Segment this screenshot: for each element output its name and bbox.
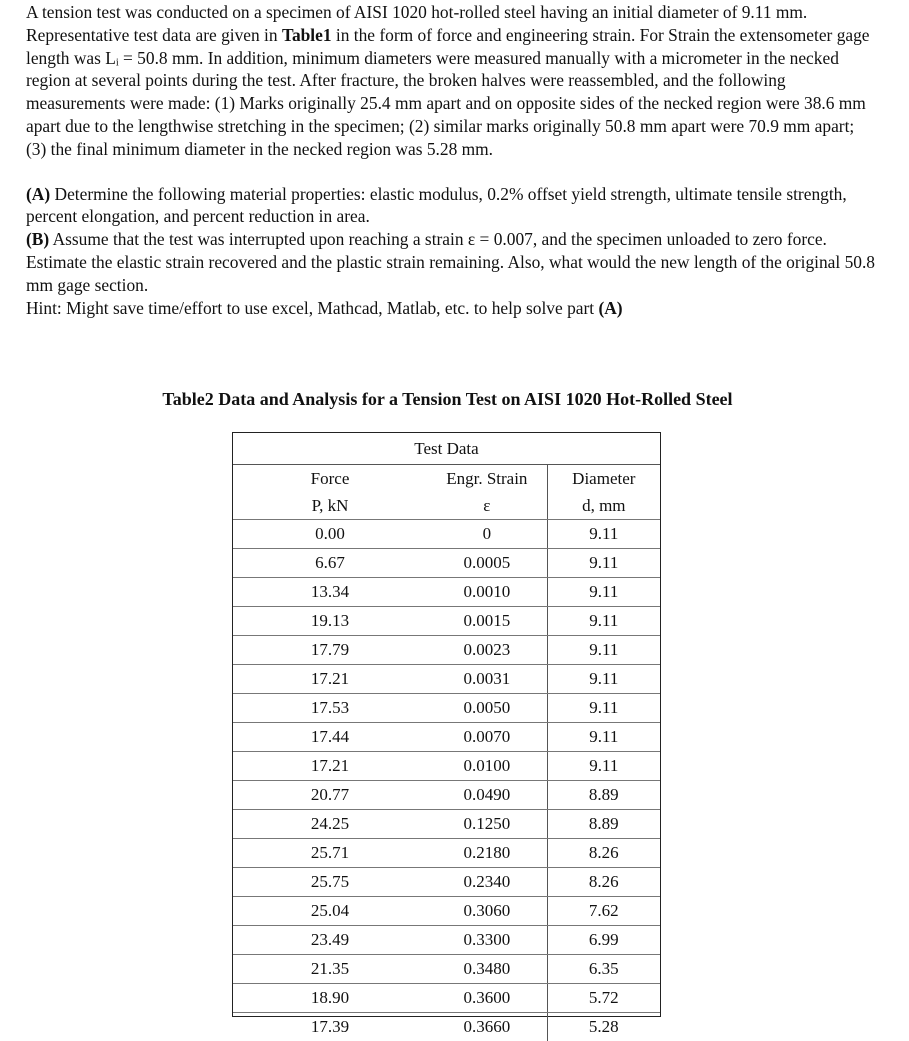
force-cell: 17.21 — [233, 665, 427, 694]
diameter-cell: 9.11 — [547, 607, 660, 636]
diameter-cell: 6.35 — [547, 955, 660, 984]
force-cell: 18.90 — [233, 984, 427, 1013]
diameter-header: Diameter — [547, 465, 660, 494]
table-row — [233, 955, 660, 984]
intro-text-1: A tension test was conducted on a specimen of AISI 1020 hot-rolled steel having an initial diameter of 9.11 mm. Representative test data are given in — [26, 2, 807, 45]
force-cell: 19.13 — [233, 607, 427, 636]
strain-cell: 0.0005 — [427, 549, 547, 578]
diameter-cell: 8.89 — [547, 810, 660, 839]
part-b-label: (B) — [26, 229, 49, 249]
strain-cell: 0.0490 — [427, 781, 547, 810]
force-unit: P, kN — [233, 493, 427, 520]
diameter-cell: 7.62 — [547, 897, 660, 926]
diameter-cell: 9.11 — [547, 723, 660, 752]
force-cell: 20.77 — [233, 781, 427, 810]
table-row — [233, 810, 660, 839]
table-row — [233, 665, 660, 694]
table-row — [233, 607, 660, 636]
table-row — [233, 636, 660, 665]
strain-header: Engr. Strain — [427, 465, 547, 494]
part-b-text: Assume that the test was interrupted upon reaching a strain ε = 0.007, and the specimen unloaded to zero force. Estimate the elastic strain recovered and the plastic strain remaining. Also, what would the new length of the original 50.8 mm gage section. — [26, 229, 875, 295]
strain-cell: 0.3300 — [427, 926, 547, 955]
diameter-cell: 8.26 — [547, 868, 660, 897]
force-cell: 17.44 — [233, 723, 427, 752]
diameter-cell: 9.11 — [547, 636, 660, 665]
force-cell: 17.39 — [233, 1013, 427, 1041]
table-row — [233, 752, 660, 781]
intro-text-2: in the form of force and engineering strain. For Strain the extensometer gage length was Lᵢ = 50.8 mm. In addition, minimum diameters were measured manually with a micrometer in the necked region at several points during the test. After fracture, the broken halves were reassembled, and the following measurements were made: (1) Marks originally 25.4 mm apart and on opposite sides of the necked region were 38.6 mm apart due to the lengthwise stretching in the specimen; (2) similar marks originally 50.8 mm apart were 70.9 mm apart; — [26, 25, 870, 136]
strain-cell: 0.3660 — [427, 1013, 547, 1041]
strain-cell: 0.0100 — [427, 752, 547, 781]
test-data-table — [232, 432, 661, 1017]
force-cell: 25.75 — [233, 868, 427, 897]
table-row — [233, 984, 660, 1013]
table-row — [233, 839, 660, 868]
part-a-label: (A) — [26, 184, 50, 204]
intro-last-line: (3) the final minimum diameter in the necked region was 5.28 mm. — [26, 138, 886, 161]
strain-cell: 0.0015 — [427, 607, 547, 636]
table-row — [233, 868, 660, 897]
table-row — [233, 897, 660, 926]
strain-cell: 0.2340 — [427, 868, 547, 897]
hint-part-label: (A) — [598, 298, 622, 318]
force-cell: 21.35 — [233, 955, 427, 984]
force-header: Force — [233, 465, 427, 494]
force-cell: 17.21 — [233, 752, 427, 781]
diameter-cell: 8.89 — [547, 781, 660, 810]
table-row — [233, 578, 660, 607]
part-a-text: Determine the following material properties: elastic modulus, 0.2% offset yield strength, ultimate tensile strength, percent elongation, and percent reduction in area. — [26, 184, 847, 227]
force-cell: 24.25 — [233, 810, 427, 839]
diameter-cell: 5.72 — [547, 984, 660, 1013]
part-b — [26, 228, 886, 296]
strain-cell: 0.0031 — [427, 665, 547, 694]
paragraph-gap — [26, 161, 886, 183]
group-header: Test Data — [233, 433, 660, 465]
strain-cell: 0.3600 — [427, 984, 547, 1013]
force-cell: 13.34 — [233, 578, 427, 607]
table-caption: Table2 Data and Analysis for a Tension Test on AISI 1020 Hot-Rolled Steel — [0, 388, 895, 410]
hint-text: Hint: Might save time/effort to use excel, Mathcad, Matlab, etc. to help solve part — [26, 298, 598, 318]
diameter-cell: 6.99 — [547, 926, 660, 955]
diameter-cell: 9.11 — [547, 578, 660, 607]
hint — [26, 297, 886, 320]
table-row — [233, 520, 660, 549]
force-cell: 6.67 — [233, 549, 427, 578]
strain-cell: 0.0023 — [427, 636, 547, 665]
table1-reference: Table1 — [282, 25, 332, 45]
strain-cell: 0.3060 — [427, 897, 547, 926]
strain-cell: 0.2180 — [427, 839, 547, 868]
diameter-cell: 9.11 — [547, 520, 660, 549]
diameter-cell: 5.28 — [547, 1013, 660, 1041]
strain-cell: 0 — [427, 520, 547, 549]
table-row — [233, 781, 660, 810]
table-row — [233, 1013, 660, 1041]
diameter-unit: d, mm — [547, 493, 660, 520]
diameter-cell: 9.11 — [547, 694, 660, 723]
table-row — [233, 926, 660, 955]
force-cell: 17.53 — [233, 694, 427, 723]
force-cell: 25.71 — [233, 839, 427, 868]
strain-cell: 0.0070 — [427, 723, 547, 752]
strain-symbol: ε — [427, 493, 547, 520]
strain-cell: 0.3480 — [427, 955, 547, 984]
diameter-cell: 9.11 — [547, 549, 660, 578]
strain-cell: 0.0010 — [427, 578, 547, 607]
table-body — [233, 520, 660, 1041]
part-a — [26, 183, 886, 229]
force-cell: 23.49 — [233, 926, 427, 955]
table-row — [233, 723, 660, 752]
table-row — [233, 549, 660, 578]
force-cell: 0.00 — [233, 520, 427, 549]
diameter-cell: 9.11 — [547, 665, 660, 694]
force-cell: 17.79 — [233, 636, 427, 665]
force-cell: 25.04 — [233, 897, 427, 926]
diameter-cell: 9.11 — [547, 752, 660, 781]
diameter-cell: 8.26 — [547, 839, 660, 868]
problem-statement — [26, 1, 886, 319]
intro-paragraph — [26, 1, 886, 138]
strain-cell: 0.1250 — [427, 810, 547, 839]
strain-cell: 0.0050 — [427, 694, 547, 723]
table-row — [233, 694, 660, 723]
